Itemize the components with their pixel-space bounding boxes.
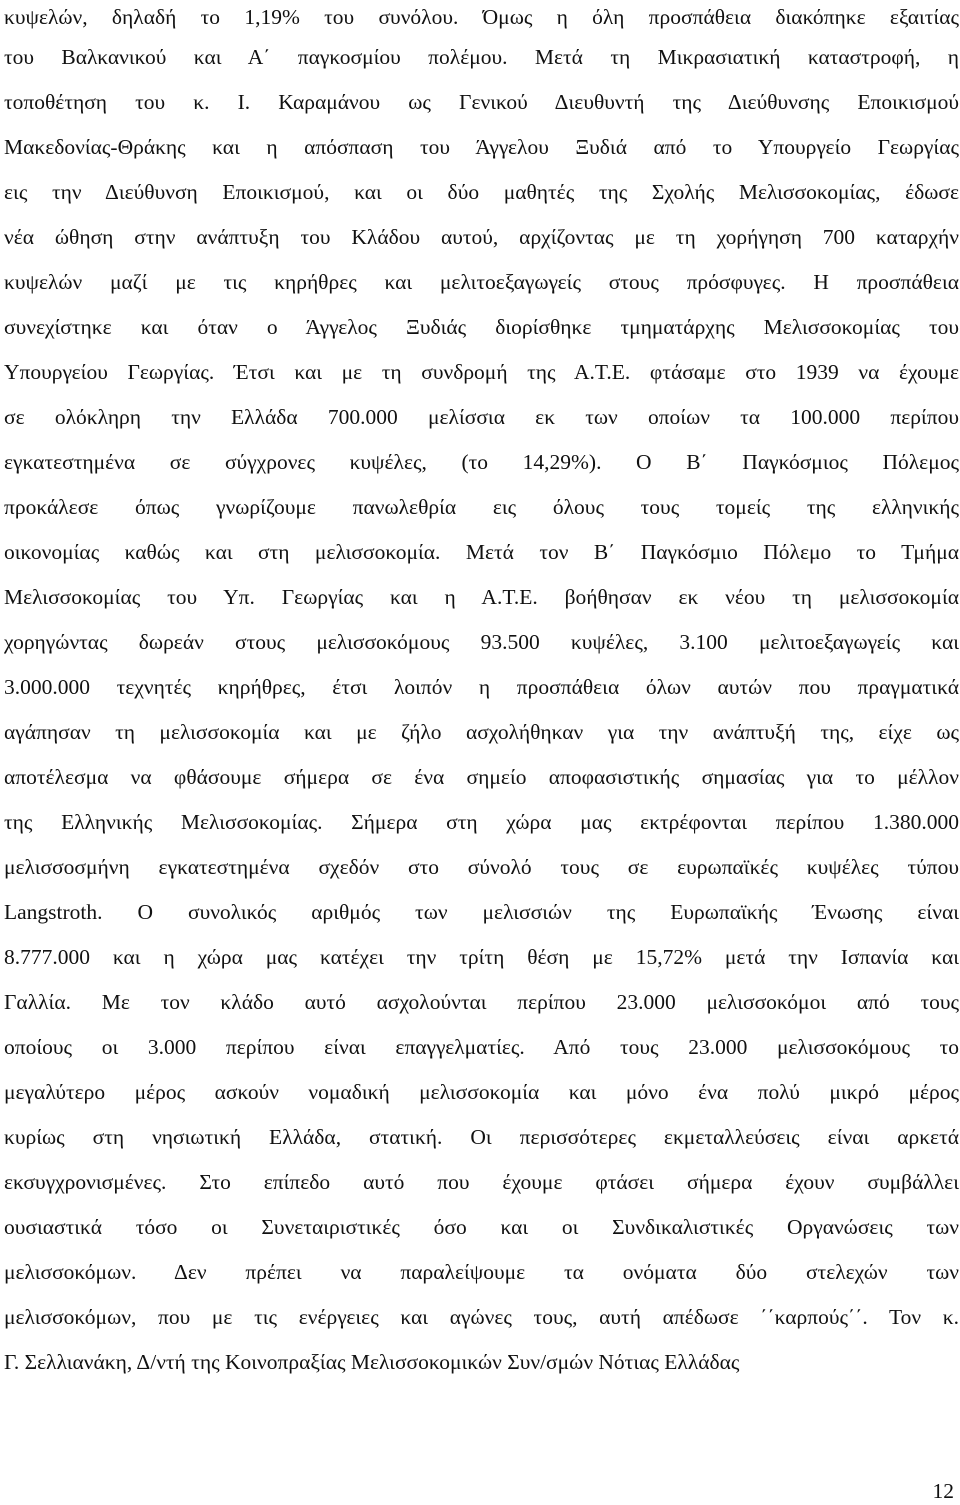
text-line: προκάλεσε όπως γνωρίζουμε πανωλεθρία εις όλους τους τομείς της ελληνικής [4,495,959,519]
text-line: τοποθέτηση του κ. Ι. Καραμάνου ως Γενικού Διευθυντή της Διεύθυνσης Εποικισμού [4,90,959,114]
text-line: Υπουργείου Γεωργίας. Έτσι και με τη συνδρομή της Α.Τ.Ε. φτάσαμε στο 1939 να έχουμε [4,360,959,384]
text-line: Langstroth. Ο συνολικός αριθμός των μελισσιών της Ευρωπαϊκής Ένωσης είναι [4,900,959,924]
text-line: Γ. Σελλιανάκη, Δ/ντή της Κοινοπραξίας Μελισσοκομικών Συν/σμών Νότιας Ελλάδας [4,1350,740,1374]
text-line: οικονομίας καθώς και στη μελισσοκομία. Μετά τον Β΄ Παγκόσμιο Πόλεμο το Τμήμα [4,540,959,564]
text-line: 8.777.000 και η χώρα μας κατέχει την τρίτη θέση με 15,72% μετά την Ισπανία και [4,945,959,969]
text-line: εκσυγχρονισμένες. Στο επίπεδο αυτό που έχουμε φτάσει σήμερα έχουν συμβάλλει [4,1170,959,1194]
text-line: αγάπησαν τη μελισσοκομία και με ζήλο ασχολήθηκαν για την ανάπτυξή της, είχε ως [4,720,959,744]
text-line: συνεχίστηκε και όταν ο Άγγελος Ξυδιάς διορίσθηκε τμηματάρχης Μελισσοκομίας του [4,315,959,339]
text-line: εγκατεστημένα σε σύγχρονες κυψέλες, (το 14,29%). Ο Β΄ Παγκόσμιος Πόλεμος [4,450,959,474]
text-line: ουσιαστικά τόσο οι Συνεταιριστικές όσο και οι Συνδικαλιστικές Οργανώσεις των [4,1215,959,1239]
text-line: του Βαλκανικού και Α΄ παγκοσμίου πολέμου. Μετά τη Μικρασιατική καταστροφή, η [4,45,959,69]
text-line: μελισσοσμήνη εγκατεστημένα σχεδόν στο σύνολό τους σε ευρωπαϊκές κυψέλες τύπου [4,855,959,879]
text-line: κυψελών, δηλαδή το 1,19% του συνόλου. Όμως η όλη προσπάθεια διακόπηκε εξαιτίας [4,5,959,29]
text-line: Μακεδονίας-Θράκης και η απόσπαση του Άγγελου Ξυδιά από το Υπουργείο Γεωργίας [4,135,959,159]
text-line: σε ολόκληρη την Ελλάδα 700.000 μελίσσια εκ των οποίων τα 100.000 περίπου [4,405,959,429]
text-line: οποίους οι 3.000 περίπου είναι επαγγελματίες. Από τους 23.000 μελισσοκόμους το [4,1035,959,1059]
page-number: 12 [932,1479,954,1503]
text-line: Γαλλία. Με τον κλάδο αυτό ασχολούνται περίπου 23.000 μελισσοκόμοι από τους [4,990,959,1014]
text-line: κυψελών μαζί με τις κηρήθρες και μελιτοεξαγωγείς στους πρόσφυγες. Η προσπάθεια [4,270,959,294]
text-line: χορηγώντας δωρεάν στους μελισσοκόμους 93.500 κυψέλες, 3.100 μελιτοεξαγωγείς και [4,630,959,654]
text-line: Μελισσοκομίας του Υπ. Γεωργίας και η Α.Τ.Ε. βοήθησαν εκ νέου τη μελισσοκομία [4,585,959,609]
text-line: αποτέλεσμα να φθάσουμε σήμερα σε ένα σημείο αποφασιστικής σημασίας για το μέλλον [4,765,959,789]
text-line: μελισσοκόμων. Δεν πρέπει να παραλείψουμε τα ονόματα δύο στελεχών των [4,1260,959,1284]
text-line: 3.000.000 τεχνητές κηρήθρες, έτσι λοιπόν η προσπάθεια όλων αυτών που πραγματικά [4,675,959,699]
text-line: μελισσοκόμων, που με τις ενέργειες και αγώνες τους, αυτή απέδωσε ΄΄καρπούς΄΄. Τον κ. [4,1305,959,1329]
text-line: μεγαλύτερο μέρος ασκούν νομαδική μελισσοκομία και μόνο ένα πολύ μικρό μέρος [4,1080,959,1104]
text-line: νέα ώθηση στην ανάπτυξη του Κλάδου αυτού, αρχίζοντας με τη χορήγηση 700 καταρχήν [4,225,959,249]
text-line: εις την Διεύθυνση Εποικισμού, και οι δύο μαθητές της Σχολής Μελισσοκομίας, έδωσε [4,180,959,204]
text-line: της Ελληνικής Μελισσοκομίας. Σήμερα στη χώρα μας εκτρέφονται περίπου 1.380.000 [4,810,959,834]
text-line: κυρίως στη νησιωτική Ελλάδα, στατική. Οι περισσότερες εκμεταλλεύσεις είναι αρκετά [4,1125,959,1149]
